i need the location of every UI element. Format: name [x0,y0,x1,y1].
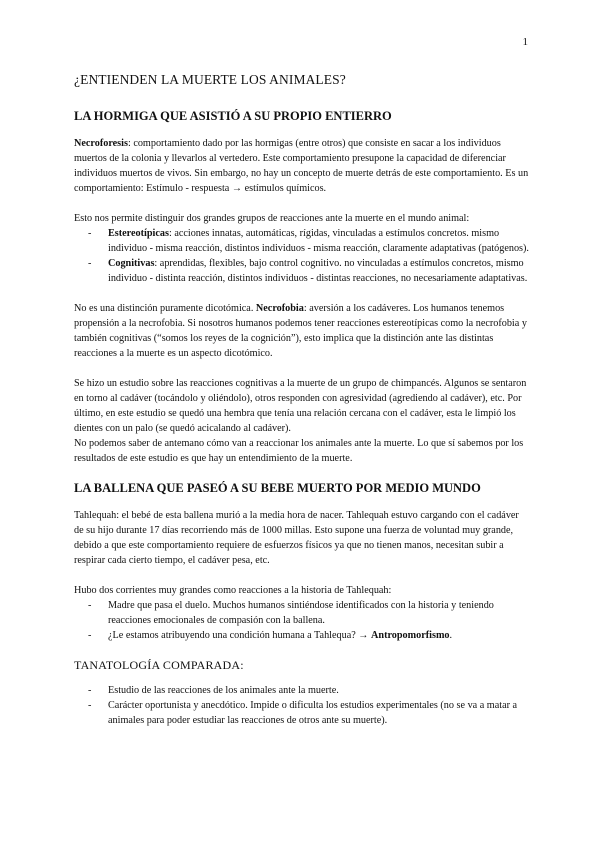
paragraph-necrophobia [74,301,530,361]
text-cognitive: : aprendidas, flexibles, bajo control cognitivo. no vinculadas a estímulos concretos, mismo individuo - distinta reacción, distintos individuos - distintas reacciones, no necesariamente adaptativas. [108,258,528,284]
text-anthropomorphism-a: ¿Le estamos atribuyendo una condición humana a Tahlequa? → [108,630,372,641]
paragraph-necroforesis [74,136,530,196]
list-item-anthropomorphism [74,628,530,643]
text-necroforesis: : comportamiento dado por las hormigas (entre otros) que consiste en sacar a los individuos muertos de la colonia y llevarlos al vertedero. Este comportamiento presupone la capacidad de diferenciar individuos muertos de vivos. Sin embargo, no hay un concepto de muerte detrás de este comportamiento. Es un comportamiento: Estímulo - respuesta → estímulos químicos. [74,138,529,194]
term-stereotypic: Estereotípicas [108,228,169,239]
document-title: ¿ENTIENDEN LA MUERTE LOS ANIMALES? [74,72,346,87]
list-item-grief: - Madre que pasa el duelo. Muchos humanos sintiéndose identificados con la historia y teniendo reacciones emocionales de compasión con la ballena. [74,598,530,628]
paragraph-study-conclusion: No podemos saber de antemano cómo van a reaccionar los animales ante la muerte. Lo que sí sabemos por los resultados de este estudio es que hay un entendimiento de la muerte. [74,438,524,464]
tanatology-list [74,683,530,728]
section-heading-tanatology: TANATOLOGÍA COMPARADA: [74,658,244,672]
text-stereotypic: : acciones innatas, automáticas, rígidas, vinculadas a estímulos concretos. mismo individuo - misma reacción, distintos individuos - misma reacción, claramente adaptativas (patógenos). [108,228,529,254]
text-anthropomorphism-b: . [449,630,453,641]
list-item-cognitive [74,256,530,286]
term-anthropomorphism: Antropomorfismo [371,630,450,641]
reaction-types-list [74,226,530,286]
paragraph-chimpanzee-study: Se hizo un estudio sobre las reacciones cognitivas a la muerte de un grupo de chimpancés. Algunos se sentaron en torno al cadáver (tocándolo y oliéndolo), otros responden con agresividad (agrediendo al cadáver), etc. Por último, en este estudio se quedó una hembra que tenía una relación cercana con el cadáver, esta le limpió los dientes con un palo (se quedó acicalando al cadáver). [74,378,527,434]
list-item-opportunistic: - Carácter oportunista y anecdótico. Impide o dificulta los estudios experimentales (no se va a matar a animales para poder estudiar las reacciones de otros ante su muerte). [74,698,530,728]
term-cognitive: Cognitivas [108,258,155,269]
list-item-study: - Estudio de las reacciones de los animales ante la muerte. [74,683,530,698]
text-necrophobia-a: No es una distinción puramente dicotómica. [74,303,256,314]
currents-list [74,598,530,643]
page-number: 1 [522,36,528,48]
paragraph-two-currents: Hubo dos corrientes muy grandes como reacciones a la historia de Tahlequah: [74,585,392,596]
paragraph-reaction-groups: Esto nos permite distinguir dos grandes grupos de reacciones ante la muerte en el mundo animal: [74,213,470,224]
term-necroforesis: Necroforesis [74,138,128,149]
list-item-stereotypic [74,226,530,256]
term-necrophobia: Necrofobia [255,303,304,314]
document-body [74,72,530,743]
paragraph-tahlequah: Tahlequah: el bebé de esta ballena murió a la media hora de nacer. Tahlequah estuvo cargando con el cadáver de su hijo durante 17 días recorriendo más de 1000 millas. Esto supone una fuerza de voluntad muy grande, debido a que este comportamiento requiere de esfuerzos físicos ya que no tienen manos, necesitan subir a respirar cada cierto tiempo, el cadáver pesa, etc. [74,510,519,566]
section-heading-ant: LA HORMIGA QUE ASISTIÓ A SU PROPIO ENTIERRO [74,109,392,123]
text-necrophobia-b: : aversión a los cadáveres. Los humanos tenemos propensión a la necrofobia. Si nosotros humanos podemos tener reacciones estereotípicas como la necrofobia y también cognitivas (“somos los reyes de la cognición”), esto implica que la distinción ante las distintas reacciones a la muerte es un aspecto dicotómico. [74,303,527,359]
section-heading-whale: LA BALLENA QUE PASEÓ A SU BEBE MUERTO POR MEDIO MUNDO [74,481,481,495]
